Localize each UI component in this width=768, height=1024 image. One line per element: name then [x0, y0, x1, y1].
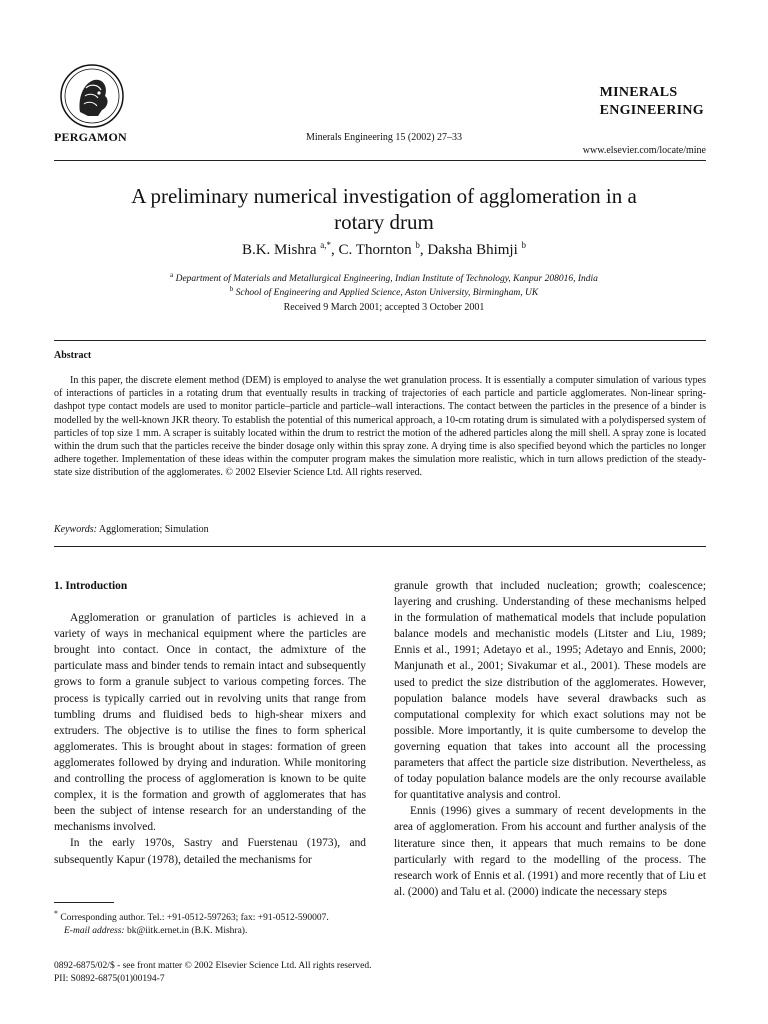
footer-pii: PII: S0892-6875(01)00194-7 — [54, 973, 165, 984]
keywords-label: Keywords: — [54, 524, 97, 535]
author-affil-mark: b — [415, 240, 420, 250]
received-dates: Received 9 March 2001; accepted 3 October 2001 — [283, 302, 485, 313]
footer-copyright: 0892-6875/02/$ - see front matter © 2002 Elsevier Science Ltd. All rights reserved. — [54, 961, 372, 971]
footnote-email — [54, 925, 368, 938]
title-line2: rotary drum — [334, 210, 434, 234]
author-affil-mark: a,* — [320, 240, 332, 250]
footnote-mark: * — [54, 909, 58, 918]
abstract-top-rule — [54, 340, 706, 341]
keywords-text: Agglomeration; Simulation — [98, 524, 209, 535]
article-title — [60, 183, 708, 235]
footnote-rule — [54, 902, 114, 903]
abstract-heading: Abstract — [54, 350, 92, 361]
publisher-logo — [58, 62, 126, 130]
footnote — [54, 908, 368, 937]
affiliation — [0, 271, 768, 284]
title-line1: A preliminary numerical investigation of agglomeration in a — [131, 184, 637, 208]
right-column — [394, 578, 706, 900]
affiliation-mark: b — [229, 285, 234, 293]
publisher-name: PERGAMON — [54, 130, 127, 144]
affiliation — [0, 285, 768, 298]
keywords — [54, 524, 209, 535]
footnote-corresponding-text: Corresponding author. Tel.: +91-0512-597263; fax: +91-0512-590007. — [60, 913, 329, 924]
abstract-text: In this paper, the discrete element method (DEM) is employed to analyse the wet granulation process. It is essentially a computer simulation of various types of interactions of particles in a rotating drum that eventually results in tracking of trajectories of each particle and particle agglomerates. Non-linear spring-dashpot type contact models are used to monitor particle–particle and particle–wall interactions. The contact between the particles in the presence of a binder is modelled by the well-known JKR theory. To establish the potential of this numerical approach, a 10-cm rotating drum is simulated with a polydispersed system of particles of top size 1 mm. A scraper is suitably located within the drum to restrict the motion of the adhered particles along the mill shell. A spray zone is located within the drum such that the particles receive the binder dosage only within this spray zone. A drying time is also specified beyond which the particles no longer adhere together. Implementation of these ideas within the computer program makes the simulation more realistic, which in turn allows prediction of the steady-state size distribution of the agglomerates. © 2002 Elsevier Science Ltd. All rights reserved. — [54, 375, 706, 479]
header-rule — [54, 160, 706, 161]
journal-name-line2: ENGINEERING — [599, 103, 704, 118]
section-heading: 1. Introduction — [54, 580, 128, 592]
journal-url[interactable]: www.elsevier.com/locate/mine — [582, 145, 706, 156]
paragraph: Agglomeration or granulation of particles is achieved in a variety of ways in mechanical equipment where the particles are brought into contact. Once in contact, the admixture of the particulate mass and binder tends to remain intact and subsequently grows to form a granule subject to various competing forces. The process is typically carried out in revolving units that range from tumbling drums and fluidised beds to high-shear mixers and extruders. The objective is to utilise the fines to form spherical agglomerates. This is brought about in stages: formation of green agglomerates followed by drying and induration. While monitoring and controlling the process of agglomeration is known to be quite complex, it is the formation and growth of agglomerates that has been the subject of intense research for an understanding of the mechanisms involved. — [54, 612, 366, 834]
paragraph: In the early 1970s, Sastry and Fuerstenau (1973), and subsequently Kapur (1978), detailed the mechanisms for — [54, 837, 366, 866]
page-footer — [54, 960, 371, 985]
affiliation-mark: a — [170, 271, 174, 279]
author-name: B.K. Mishra — [241, 242, 317, 258]
abstract-bottom-rule — [54, 546, 706, 547]
author-name: Daksha Bhimji — [427, 242, 518, 258]
author-list: B.K. Mishra $^{a,*}$, C. Thornton $^b$, Daksha Bhimji $^b$ — [241, 240, 527, 258]
email-label: E-mail address: — [64, 925, 125, 936]
journal-name — [600, 84, 704, 120]
footnote-corresponding — [54, 908, 368, 925]
journal-name-line1: MINERALS — [599, 85, 678, 100]
email-address[interactable]: bk@iitk.ernet.in (B.K. Mishra). — [126, 925, 248, 936]
paragraph: granule growth that included nucleation; growth; coalescence; layering and crushing. Understanding of these mechanisms helped in the formulation of mathematical models that include population balance models and mechanistic models (Litster and Liu, 1989; Ennis et al., 1991; Adetayo et al., 1995; Adetayo and Ennis, 2000; Manjunath et al., 2001; Sivakumar et al., 2001). These models are used to predict the size distribution of the agglomerates. However, population balance models have several drawbacks such as computational complexity for which exact solutions may not be possible. More importantly, it is quite cumbersome to develop the governing equation that takes into account all the processing parameters that affect the particle size distribution. Nevertheless, as of today population balance models are the only recourse available for quantitative analysis and control. — [394, 580, 706, 802]
affiliation-text: School of Engineering and Applied Science, Aston University, Birmingham, UK — [235, 288, 539, 299]
paragraph: Ennis (1996) gives a summary of recent developments in the area of agglomeration. From his account and further analysis of the literature since then, it appears that much remains to be done particularly with regard to the modelling of the process. The research work of Ennis et al. (1991) and more recently that of Liu et al. (2000) and Talu et al. (2000) indicate the necessary steps — [394, 805, 706, 898]
affiliation-text: Department of Materials and Metallurgical Engineering, Indian Institute of Technology, Kanpur 208016, India — [175, 274, 598, 285]
author-name: C. Thornton — [338, 242, 412, 258]
left-column — [54, 578, 366, 868]
author-affil-mark: b — [521, 240, 527, 250]
journal-reference: Minerals Engineering 15 (2002) 27–33 — [305, 132, 463, 143]
